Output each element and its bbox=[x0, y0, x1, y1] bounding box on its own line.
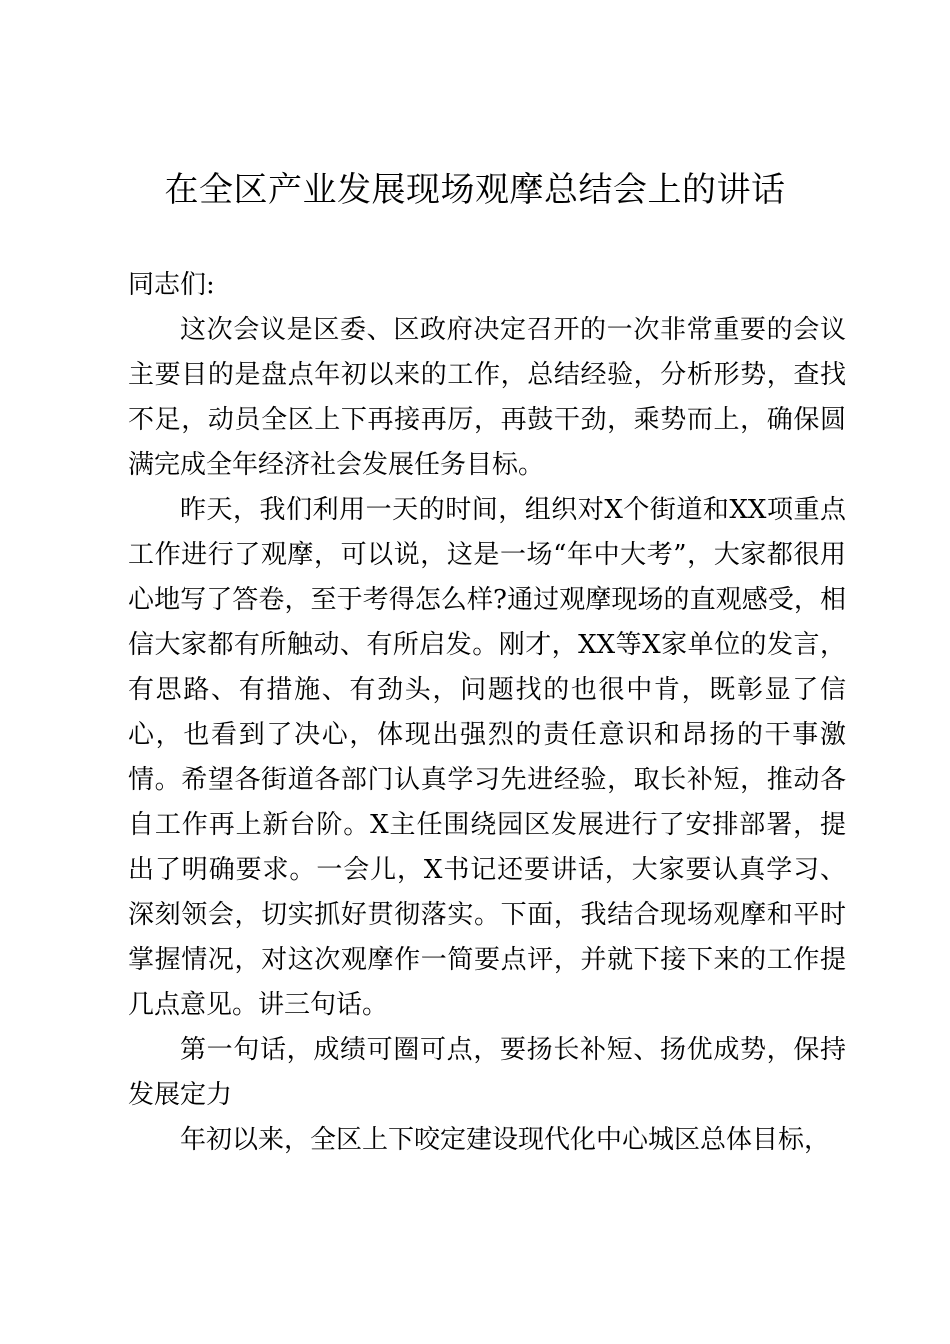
document-title: 在全区产业发展现场观摩总结会上的讲话 bbox=[164, 170, 786, 210]
paragraph-first-point-heading: 第一句话，成绩可圈可点，要扬长补短、扬优成势，保持发展定力 bbox=[128, 1035, 846, 1110]
document-body bbox=[128, 263, 846, 1163]
paragraph-achievements: 年初以来，全区上下咬定建设现代化中心城区总体目标， bbox=[180, 1125, 831, 1155]
paragraph-meeting-purpose: 这次会议是区委、区政府决定召开的一次非常重要的会议主要目的是盘点年初以来的工作，总结经验，分析形势，查找不足，动员全区上下再接再厉，再鼓干劲，乘势而上，确保圆满完成全年经济社会发展任务目标。 bbox=[128, 315, 846, 480]
paragraph-observation-review: 昨天，我们利用一天的时间，组织对X个街道和XX项重点工作进行了观摩，可以说，这是一场“年中大考”，大家都很用心地写了答卷，至于考得怎么样?通过观摩现场的直观感受，相信大家都有所触动、有所启发。刚才，XX等X家单位的发言，有思路、有措施、有劲头，问题找的也很中肯，既彰显了信心，也看到了决心，体现出强烈的责任意识和昂扬的干事激情。希望各街道各部门认真学习先进经验，取长补短，推动各自工作再上新台阶。X主任围绕园区发展进行了安排部署，提出了明确要求。一会儿，X书记还要讲话，大家要认真学习、深刻领会，切实抓好贯彻落实。下面，我结合现场观摩和平时掌握情况，对这次观摩作一简要点评，并就下接下来的工作提几点意见。讲三句话。 bbox=[128, 495, 846, 1020]
salutation: 同志们: bbox=[128, 270, 215, 300]
